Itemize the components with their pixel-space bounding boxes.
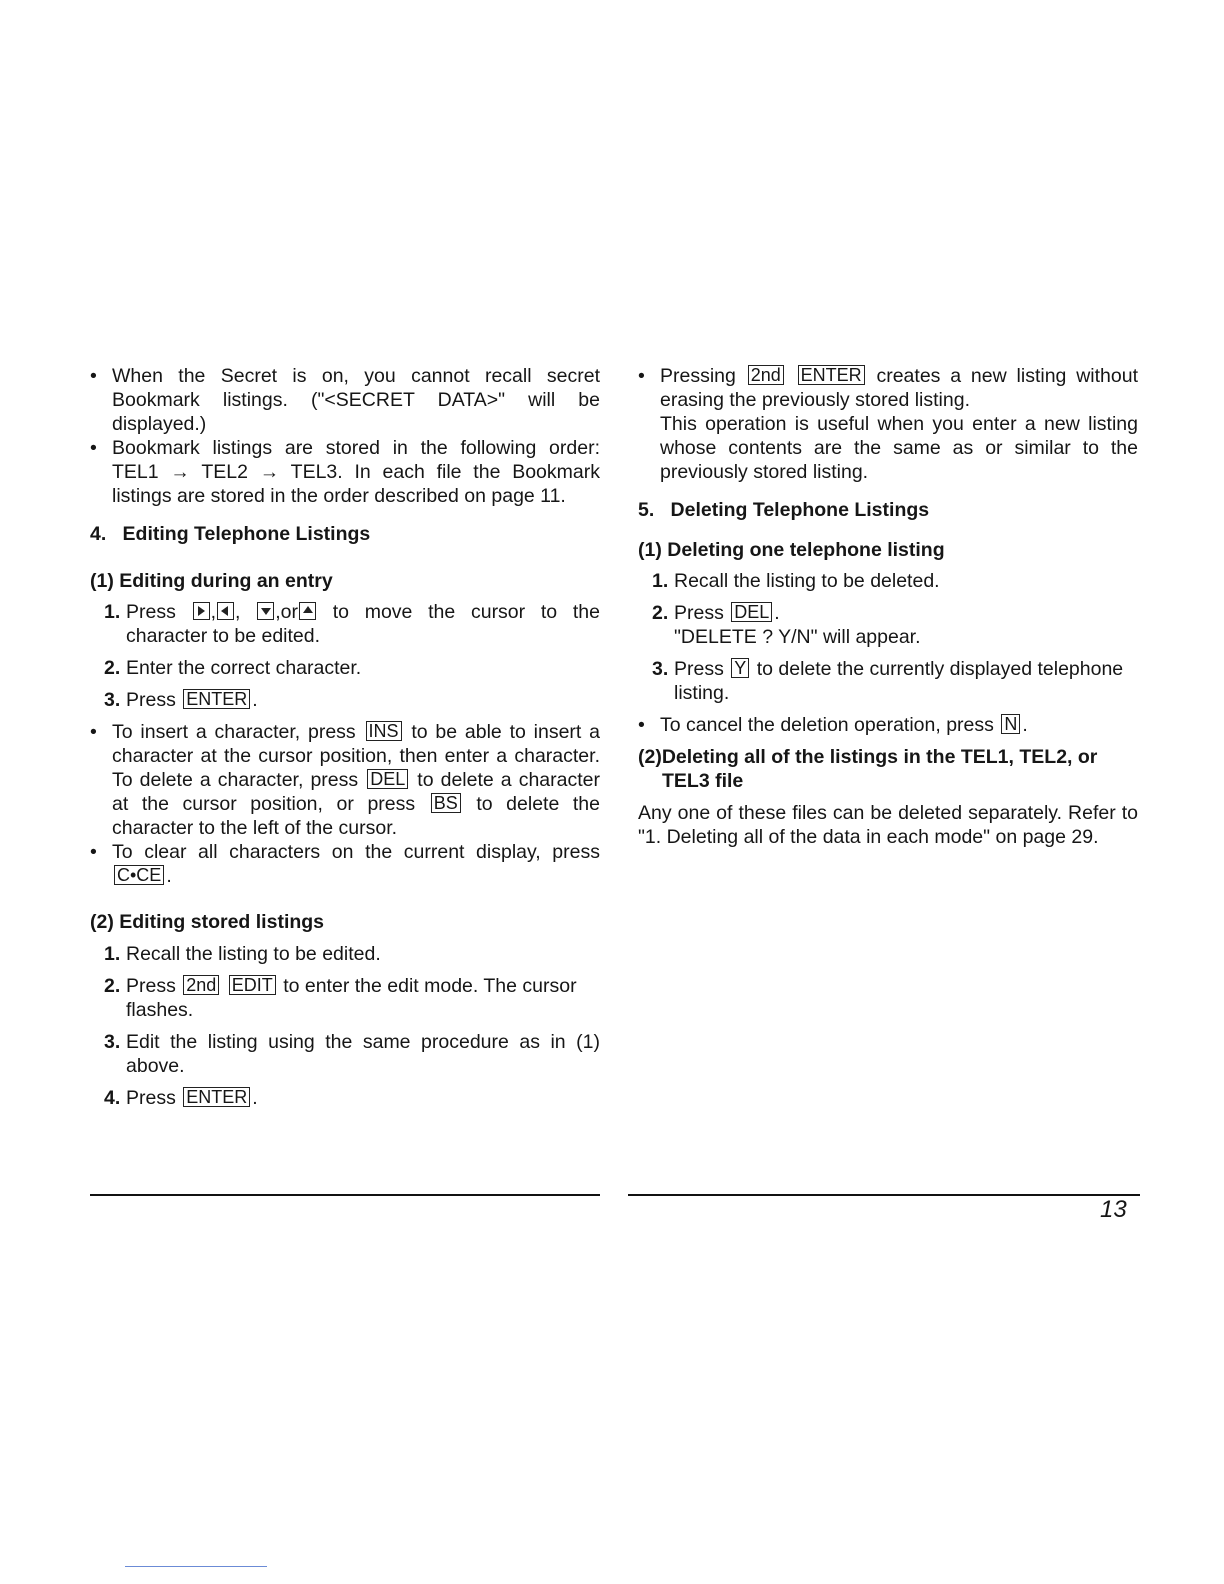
- bullet-dot: •: [638, 365, 645, 387]
- ins-key: INS: [366, 721, 402, 741]
- bullet-order: • Bookmark listings are stored in the following order: TEL1 → TEL2 → TEL3. In each file the Bookmark listings are stored in the order described on page 11.: [90, 437, 600, 507]
- bullet-dot: •: [638, 714, 645, 736]
- footer-rule-left: [90, 1194, 600, 1196]
- left-arrow-key-icon: [217, 602, 234, 620]
- footer-rule-right: [628, 1194, 1140, 1196]
- n-key: N: [1001, 714, 1020, 734]
- step-3: 3. Press Y to delete the currently displayed telephone listing.: [652, 658, 1124, 704]
- 2nd-key: 2nd: [183, 975, 219, 995]
- subsection-1-heading: (1) Deleting one telephone listing: [638, 539, 945, 561]
- bullet-clear: • To clear all characters on the current display, press C•CE .: [90, 841, 600, 887]
- subsection-2-heading: (2) Editing stored listings: [90, 911, 325, 933]
- enter-key: ENTER: [183, 689, 250, 709]
- del-key: DEL: [731, 602, 772, 622]
- step-2: 2. Enter the correct character.: [104, 657, 362, 679]
- enter-key: ENTER: [183, 1087, 250, 1107]
- scan-artifact-line: [125, 1566, 267, 1567]
- step-1: 1. Press , , ,or to move the cursor to the character to be edited.: [104, 601, 600, 647]
- edit-key: EDIT: [229, 975, 276, 995]
- bullet-dot: •: [90, 365, 97, 387]
- bullet-dot: •: [90, 437, 97, 459]
- section-4-heading: 4. Editing Telephone Listings: [90, 523, 371, 545]
- bs-key: BS: [431, 793, 461, 813]
- page-number: 13: [1100, 1196, 1127, 1223]
- step-1: 1. Recall the listing to be deleted.: [652, 570, 940, 592]
- del-key: DEL: [367, 769, 408, 789]
- up-arrow-key-icon: [299, 602, 316, 620]
- step-2: 2. Press 2nd EDIT to enter the edit mode. The cursor flashes.: [104, 975, 577, 1021]
- y-key: Y: [731, 658, 749, 678]
- bullet-new-listing: • Pressing 2nd ENTER creates a new listing without erasing the previously stored listing. This operation is useful when you enter a new listing whose contents are the same as or similar to the previously stored listing.: [638, 365, 1139, 483]
- bullet-insert-delete: • To insert a character, press INS to be able to insert a character at the cursor position, then enter a character. To delete a character, press DEL to delete a character at the cursor position, or press BS to delete the character to the left of the cursor.: [90, 721, 600, 839]
- cce-key: C•CE: [114, 865, 164, 885]
- right-arrow-key-icon: [193, 602, 210, 620]
- bullet-cancel: • To cancel the deletion operation, press N .: [638, 714, 1028, 736]
- 2nd-key: 2nd: [748, 365, 784, 385]
- step-4: 4. Press ENTER .: [104, 1087, 258, 1109]
- step-3: 3. Edit the listing using the same procedure as in (1) above.: [104, 1031, 600, 1077]
- step-3: 3. Press ENTER .: [104, 689, 258, 711]
- down-arrow-key-icon: [257, 602, 274, 620]
- bullet-dot: •: [90, 721, 97, 743]
- step-1: 1. Recall the listing to be edited.: [104, 943, 381, 965]
- section-5-heading: 5. Deleting Telephone Listings: [638, 499, 930, 521]
- left-column: [90, 364, 600, 1110]
- step-2: 2. Press DEL . "DELETE ? Y/N" will appear.: [652, 602, 921, 648]
- subsection-2-heading: (2)Deleting all of the listings in the TEL1, TEL2, or TEL3 file: [638, 746, 1098, 792]
- subsection-1-heading: (1) Editing during an entry: [90, 570, 333, 592]
- right-column: [638, 364, 1138, 849]
- bullet-dot: •: [90, 841, 97, 863]
- delete-all-description: Any one of these files can be deleted separately. Refer to "1. Deleting all of the data in each mode" on page 29.: [638, 802, 1138, 848]
- enter-key: ENTER: [798, 365, 865, 385]
- bullet-secret: • When the Secret is on, you cannot recall secret Bookmark listings. ("<SECRET DATA>" will be displayed.): [90, 365, 600, 435]
